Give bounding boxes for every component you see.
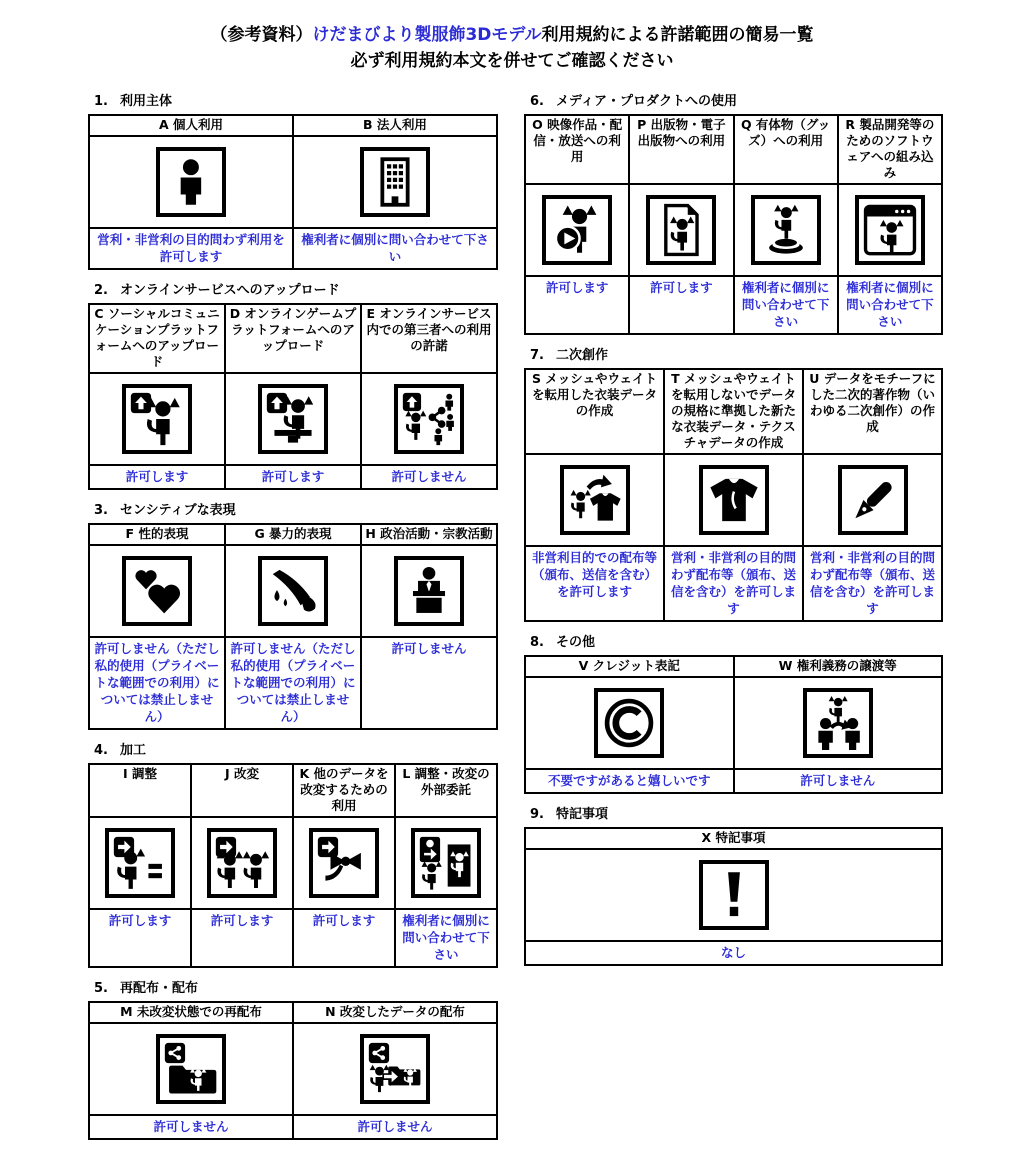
permission-text: 権利者に個別に問い合わせて下さい <box>395 909 497 967</box>
modify-other-data-icon <box>309 828 379 898</box>
cell-header: D オンラインゲームプラットフォームへのアップロード <box>225 304 361 373</box>
permission-text: 許可します <box>629 276 733 334</box>
permission-text: 許可します <box>293 909 395 967</box>
section-label: 7. 二次創作 <box>530 348 608 363</box>
permission-text: 許可します <box>89 465 225 489</box>
cell-header: J 改変 <box>191 764 293 817</box>
right-column <box>524 94 943 979</box>
cell-header: F 性的表現 <box>89 524 225 545</box>
cell-header: T メッシュやウェイトを転用しないでデータの規格に準拠した新たな衣装データ・テクスチャデータの作成 <box>664 369 803 454</box>
section-special-notes <box>524 807 943 966</box>
cell-header: P 出版物・電子出版物への利用 <box>629 115 733 184</box>
section-redistribution <box>88 981 498 1140</box>
section-sensitive-expression <box>88 503 498 730</box>
modify-icon <box>207 828 277 898</box>
cell-header: C ソーシャルコミュニケーションプラットフォームへのアップロード <box>89 304 225 373</box>
section-table <box>88 114 498 270</box>
title-model-name: けだまびより製服飾3Dモデル <box>312 25 542 45</box>
section-label: 3. センシティブな表現 <box>94 503 236 518</box>
section-label: 4. 加工 <box>94 743 146 758</box>
exclamation-icon <box>699 860 769 930</box>
cell-header: G 暴力的表現 <box>225 524 361 545</box>
permission-text: 許可しません <box>89 1115 293 1139</box>
title-line2: 必ず利用規約本文を併せてご確認ください <box>350 51 674 71</box>
section-online-upload <box>88 283 498 490</box>
section-usage-subject <box>88 94 498 270</box>
permission-text: 許可します <box>191 909 293 967</box>
cell-header: E オンラインサービス内での第三者への利用の許諾 <box>361 304 497 373</box>
permission-text: 許可します <box>525 276 629 334</box>
rights-transfer-icon <box>803 688 873 758</box>
podium-speaker-icon <box>394 556 464 626</box>
title-suffix: 利用規約による許諾範囲の簡易一覧 <box>541 25 814 45</box>
redistribute-folder-icon <box>156 1034 226 1104</box>
cell-header: B 法人利用 <box>293 115 497 136</box>
section-processing <box>88 743 498 968</box>
section-table <box>88 523 498 730</box>
knife-icon <box>258 556 328 626</box>
software-window-icon <box>855 195 925 265</box>
publication-document-icon <box>646 195 716 265</box>
person-icon <box>156 147 226 217</box>
permission-text: 許可しません <box>361 637 497 729</box>
copyright-icon <box>594 688 664 758</box>
section-table <box>524 114 943 335</box>
section-table <box>88 303 498 490</box>
cell-header: O 映像作品・配信・放送への利用 <box>525 115 629 184</box>
permission-text: 許可します <box>89 909 191 967</box>
section-media-product <box>524 94 943 335</box>
permission-text: 営利・非営利の目的問わず配布等（頒布、送信を含む）を許可します <box>803 546 942 621</box>
pen-icon <box>838 465 908 535</box>
cell-header: Q 有体物（グッズ）への利用 <box>734 115 838 184</box>
permission-text: 営利・非営利の目的問わず利用を許可します <box>89 228 293 269</box>
permission-text: 権利者に個別に問い合わせて下さい <box>838 276 942 334</box>
cell-header: N 改変したデータの配布 <box>293 1002 497 1023</box>
left-column <box>88 94 498 1153</box>
section-other <box>524 635 943 794</box>
cell-header: U データをモチーフにした二次的著作物（いわゆる二次創作）の作成 <box>803 369 942 454</box>
cell-header: K 他のデータを改変するための利用 <box>293 764 395 817</box>
title-prefix: （参考資料） <box>210 25 313 45</box>
section-label: 1. 利用主体 <box>94 94 172 109</box>
cell-header: V クレジット表記 <box>525 656 734 677</box>
page-title <box>0 22 1024 74</box>
section-label: 2. オンラインサービスへのアップロード <box>94 283 340 298</box>
upload-social-icon <box>122 384 192 454</box>
permission-text: 許可しません（ただし私的使用（プライベートな範囲での利用）については禁止しません） <box>225 637 361 729</box>
permission-text: 許可しません（ただし私的使用（プライベートな範囲での利用）については禁止しません） <box>89 637 225 729</box>
cell-header: W 権利義務の譲渡等 <box>734 656 943 677</box>
cell-header: S メッシュやウェイトを転用した衣装データの作成 <box>525 369 664 454</box>
permission-text: 許可します <box>225 465 361 489</box>
video-play-icon <box>542 195 612 265</box>
section-label: 9. 特記事項 <box>530 807 608 822</box>
section-table <box>88 763 498 968</box>
section-table <box>524 655 943 794</box>
cell-header: X 特記事項 <box>525 828 942 849</box>
permission-text: 不要ですがあると嬉しいです <box>525 769 734 793</box>
section-label: 5. 再配布・配布 <box>94 981 198 996</box>
permission-text: 非営利目的での配布等（頒布、送信を含む）を許可します <box>525 546 664 621</box>
permission-text: 許可しません <box>734 769 943 793</box>
section-label: 6. メディア・プロダクトへの使用 <box>530 94 737 109</box>
building-icon <box>360 147 430 217</box>
hearts-icon <box>122 556 192 626</box>
cell-header: R 製品開発等のためのソフトウェアへの組み込み <box>838 115 942 184</box>
permission-text: 営利・非営利の目的問わず配布等（頒布、送信を含む）を許可します <box>664 546 803 621</box>
upload-game-icon <box>258 384 328 454</box>
permission-text: 許可しません <box>361 465 497 489</box>
adjust-icon <box>105 828 175 898</box>
outfit-new-icon <box>699 465 769 535</box>
section-table <box>524 827 943 966</box>
section-table <box>524 368 943 622</box>
goods-figurine-icon <box>751 195 821 265</box>
permission-text: 許可しません <box>293 1115 497 1139</box>
cell-header: A 個人利用 <box>89 115 293 136</box>
cell-header: H 政治活動・宗教活動 <box>361 524 497 545</box>
distribute-modified-icon <box>360 1034 430 1104</box>
title-line1 <box>0 22 1024 48</box>
section-table <box>88 1001 498 1140</box>
upload-third-party-icon <box>394 384 464 454</box>
cell-header: M 未改変状態での再配布 <box>89 1002 293 1023</box>
permission-text: 権利者に個別に問い合わせて下さい <box>293 228 497 269</box>
permission-text: なし <box>525 941 942 965</box>
cell-header: L 調整・改変の外部委託 <box>395 764 497 817</box>
permission-text: 権利者に個別に問い合わせて下さい <box>734 276 838 334</box>
cell-header: I 調整 <box>89 764 191 817</box>
outsource-icon <box>411 828 481 898</box>
section-derivative-works <box>524 348 943 622</box>
outfit-convert-icon <box>560 465 630 535</box>
section-label: 8. その他 <box>530 635 595 650</box>
